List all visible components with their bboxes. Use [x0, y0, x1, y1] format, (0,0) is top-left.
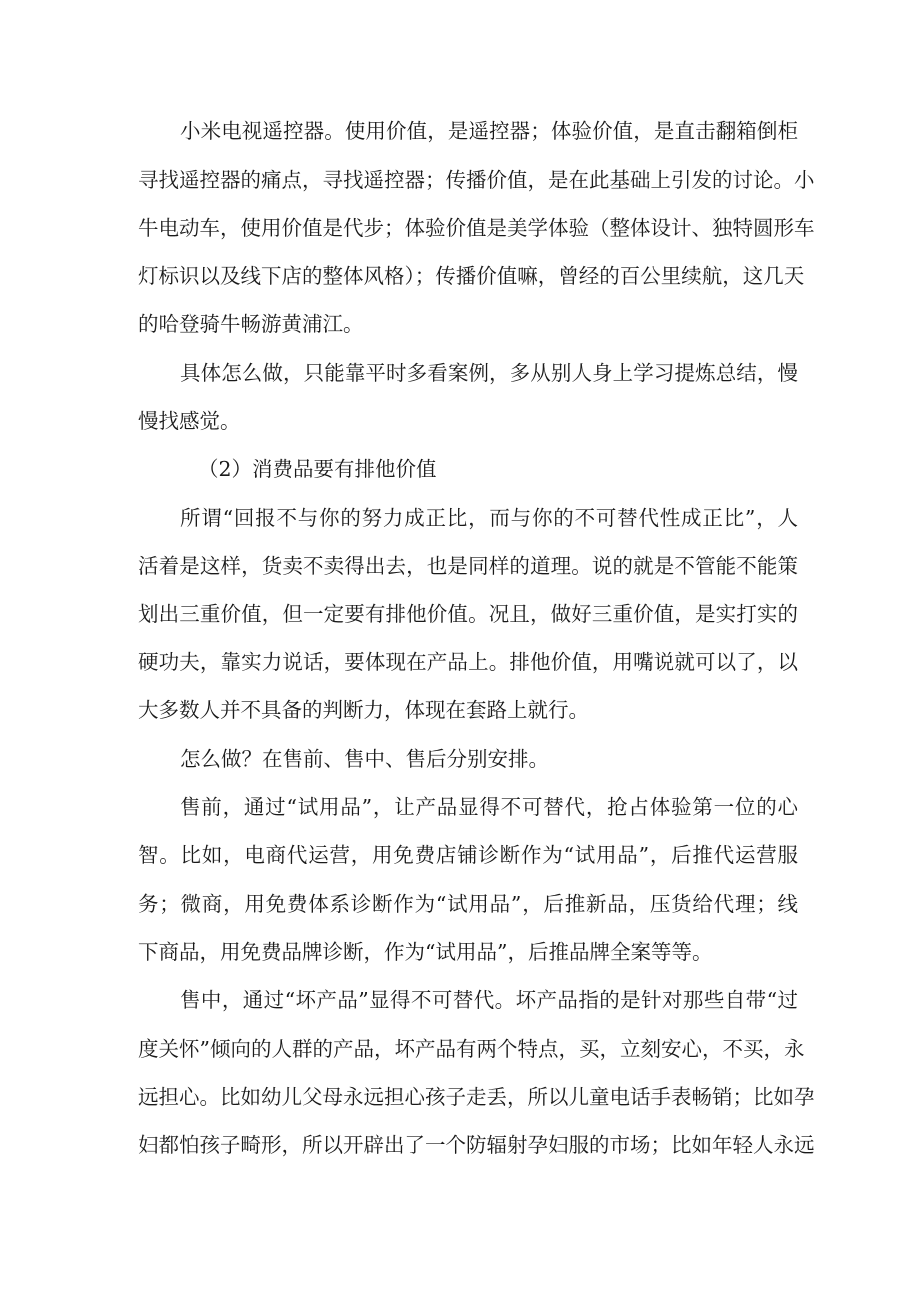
text-line: 小米电视遥控器。使用价值，是遥控器；体验价值，是直击翻箱倒柜 — [180, 119, 798, 143]
text-line: 硬功夫，靠实力说话，要体现在产品上。排他价值，用嘴说就可以了，以 — [138, 650, 798, 674]
text-line: 具体怎么做，只能靠平时多看案例，多从别人身上学习提炼总结，慢 — [180, 361, 798, 385]
text-line: 售前，通过“试用品”，让产品显得不可替代，抢占体验第一位的心 — [180, 795, 798, 819]
text-line: 寻找遥控器的痛点，寻找遥控器；传播价值，是在此基础上引发的讨论。小 — [138, 168, 815, 192]
text-line: 售中，通过“坏产品”显得不可替代。坏产品指的是针对那些自带“过 — [180, 988, 798, 1012]
text-line: 大多数人并不具备的判断力，体现在套路上就行。 — [138, 698, 589, 722]
text-line: 活着是这样，货卖不卖得出去，也是同样的道理。说的就是不管能不能策 — [138, 554, 798, 578]
text-line: 务；微商，用免费体系诊断作为“试用品”，后推新品，压货给代理；线 — [138, 892, 798, 916]
section-heading: （2）消费品要有排他价值 — [198, 457, 437, 481]
text-line: 智。比如，电商代运营，用免费店铺诊断作为“试用品”，后推代运营服 — [138, 843, 798, 867]
text-line: 远担心。比如幼儿父母永远担心孩子走丢，所以儿童电话手表畅销；比如孕 — [138, 1085, 815, 1109]
text-line: 慢找感觉。 — [138, 409, 241, 433]
text-line: 牛电动车，使用价值是代步；体验价值是美学体验（整体设计、独特圆形车 — [138, 216, 815, 240]
text-line: 灯标识以及线下店的整体风格）；传播价值嘛，曾经的百公里续航，这几天 — [138, 264, 805, 288]
text-line: 度关怀”倾向的人群的产品，坏产品有两个特点，买，立刻安心，不买，永 — [138, 1037, 805, 1061]
text-line: 怎么做？在售前、售中、售后分别安排。 — [180, 747, 549, 771]
text-line: 划出三重价值，但一定要有排他价值。况且，做好三重价值，是实打实的 — [138, 602, 798, 626]
text-line: 妇都怕孩子畸形，所以开辟出了一个防辐射孕妇服的市场；比如年轻人永远 — [138, 1133, 815, 1157]
text-line: 的哈登骑牛畅游黄浦江。 — [138, 312, 364, 336]
text-line: 下商品，用免费品牌诊断，作为“试用品”，后推品牌全案等等。 — [138, 940, 713, 964]
text-line: 所谓“回报不与你的努力成正比，而与你的不可替代性成正比”，人 — [180, 506, 798, 530]
